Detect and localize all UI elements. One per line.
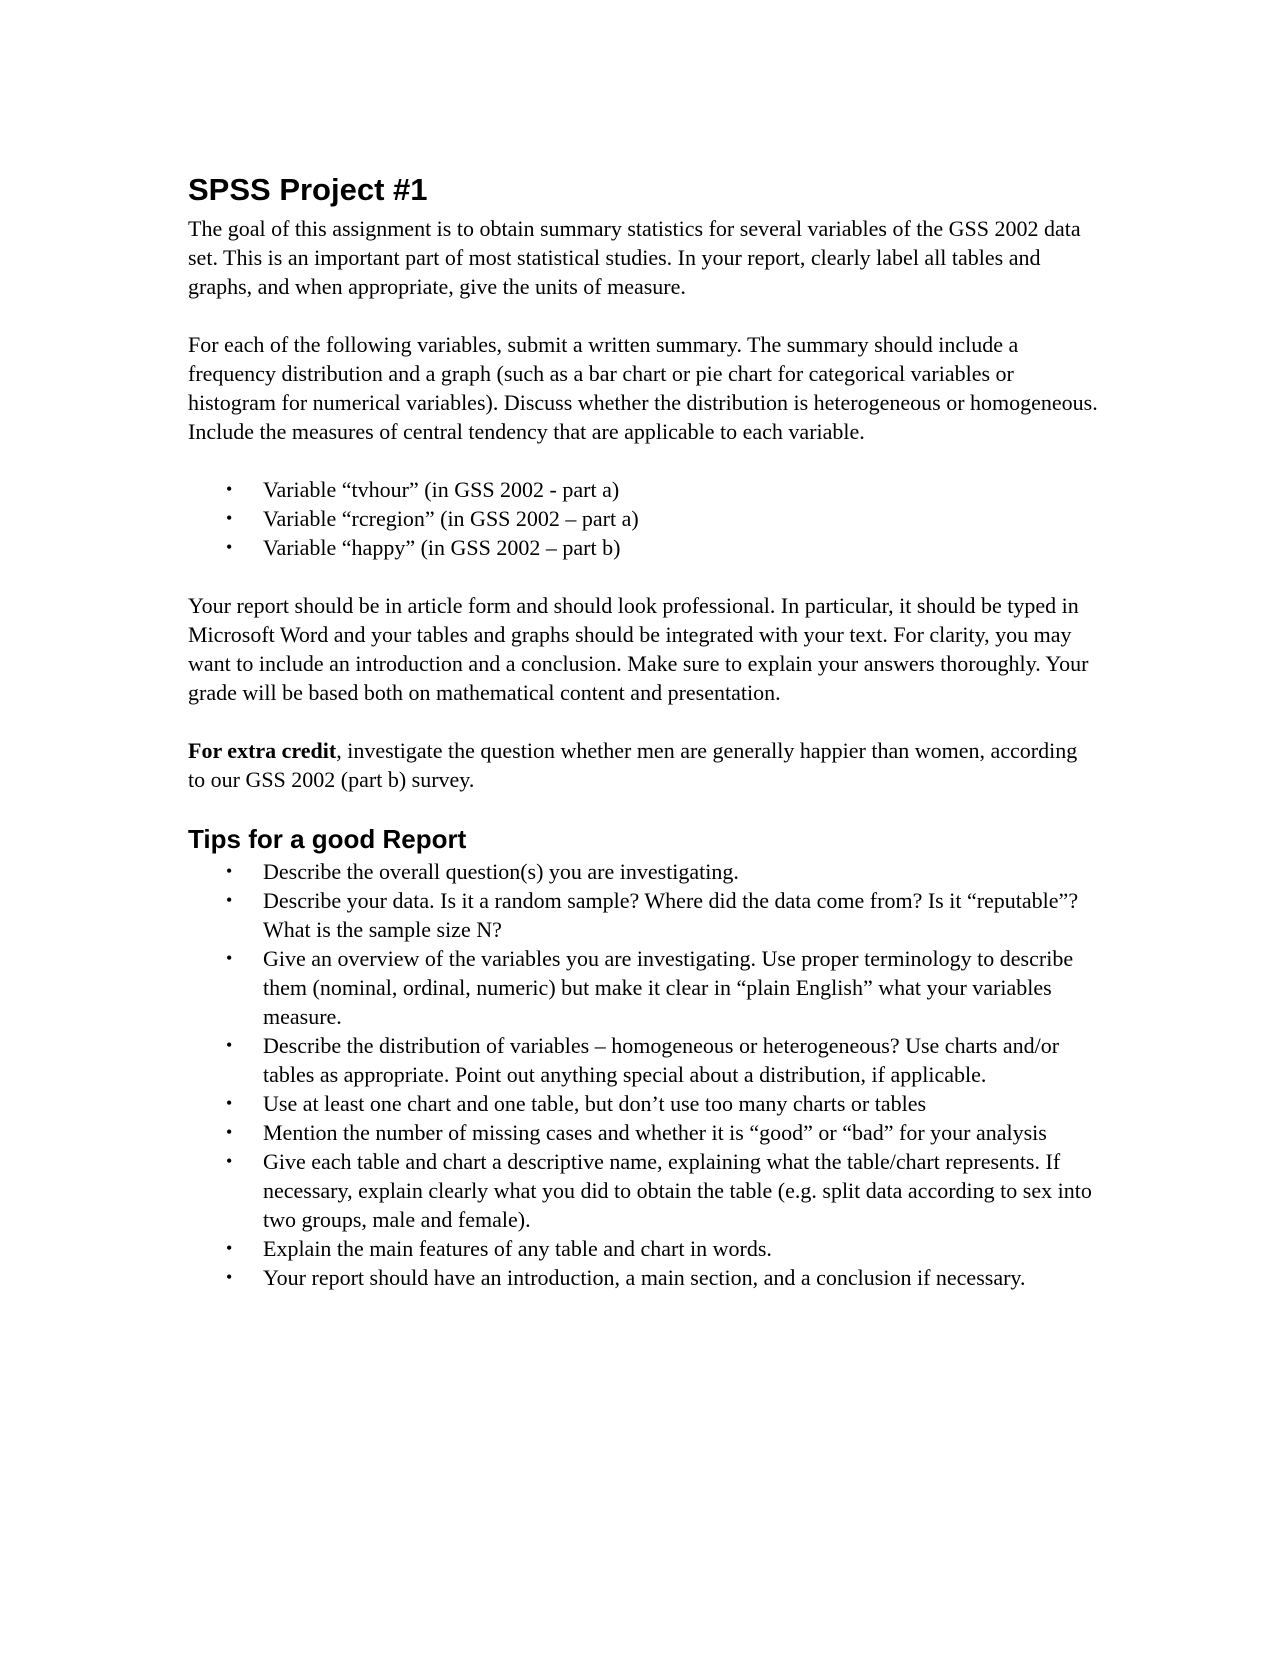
variables-list	[188, 475, 1098, 562]
report-form-paragraph: Your report should be in article form and should look professional. In particular, it should be typed in Microsoft Word and your tables and graphs should be integrated with your text. For clarity, you may want to include an introduction and a conclusion. Make sure to explain your answers thoroughly. Your grade will be based both on mathematical content and presentation.	[188, 593, 1089, 705]
list-item-text: Describe your data. Is it a random sample? Where did the data come from? Is it “reputable”? What is the sample size N?	[263, 888, 1079, 942]
bullet-icon: •	[226, 948, 233, 968]
list-item	[188, 533, 1098, 562]
bullet-icon: •	[226, 1093, 233, 1113]
bullet-icon: •	[226, 508, 233, 528]
tips-list	[188, 857, 1098, 1292]
bullet-icon: •	[226, 1151, 233, 1171]
list-item-text: Mention the number of missing cases and whether it is “good” or “bad” for your analysis	[263, 1120, 1047, 1145]
list-item	[188, 1089, 1098, 1118]
bullet-icon: •	[226, 1238, 233, 1258]
extra-credit-text: , investigate the question whether men are generally happier than women, according to our GSS 2002 (part b) survey.	[188, 738, 1078, 792]
list-item	[188, 1147, 1098, 1234]
list-item-text: Give an overview of the variables you are investigating. Use proper terminology to describe them (nominal, ordinal, numeric) but make it clear in “plain English” what your variables measure.	[263, 946, 1074, 1029]
list-item	[188, 475, 1098, 504]
list-item	[188, 1031, 1098, 1089]
bullet-icon: •	[226, 890, 233, 910]
bullet-icon: •	[226, 479, 233, 499]
list-item	[188, 857, 1098, 886]
list-item	[188, 944, 1098, 1031]
bullet-icon: •	[226, 1035, 233, 1055]
bullet-icon: •	[226, 537, 233, 557]
bullet-icon: •	[226, 1122, 233, 1142]
list-item-text: Variable “rcregion” (in GSS 2002 – part a)	[263, 506, 639, 531]
bullet-icon: •	[226, 861, 233, 881]
list-item-text: Give each table and chart a descriptive name, explaining what the table/chart represents. If necessary, explain clearly what you did to obtain the table (e.g. split data according to sex into two groups, male and female).	[263, 1149, 1092, 1232]
list-item-text: Explain the main features of any table and chart in words.	[263, 1236, 772, 1261]
intro-paragraph: The goal of this assignment is to obtain summary statistics for several variables of the GSS 2002 data set. This is an important part of most statistical studies. In your report, clearly label all tables and graphs, and when appropriate, give the units of measure.	[188, 216, 1081, 299]
list-item	[188, 504, 1098, 533]
list-item-text: Describe the distribution of variables – homogeneous or heterogeneous? Use charts and/or tables as appropriate. Point out anything special about a distribution, if applicable.	[263, 1033, 1060, 1087]
list-item	[188, 1234, 1098, 1263]
extra-credit-label: For extra credit	[188, 738, 337, 763]
list-item	[188, 1263, 1098, 1292]
document-body	[188, 172, 1098, 1292]
extra-credit-paragraph	[188, 736, 1098, 794]
bullet-icon: •	[226, 1267, 233, 1287]
list-item-text: Your report should have an introduction, a main section, and a conclusion if necessary.	[263, 1265, 1026, 1290]
list-item-text: Variable “happy” (in GSS 2002 – part b)	[263, 535, 621, 560]
document-title: SPSS Project #1	[188, 172, 428, 207]
list-item-text: Describe the overall question(s) you are investigating.	[263, 859, 739, 884]
tips-heading: Tips for a good Report	[188, 824, 467, 854]
list-item	[188, 886, 1098, 944]
list-item	[188, 1118, 1098, 1147]
list-item-text: Use at least one chart and one table, but don’t use too many charts or tables	[263, 1091, 927, 1116]
summary-instructions-paragraph: For each of the following variables, submit a written summary. The summary should include a frequency distribution and a graph (such as a bar chart or pie chart for categorical variables or histogram for numerical variables). Discuss whether the distribution is heterogeneous or homogeneous. Include the measures of central tendency that are applicable to each variable.	[188, 332, 1098, 444]
list-item-text: Variable “tvhour” (in GSS 2002 - part a)	[263, 477, 620, 502]
